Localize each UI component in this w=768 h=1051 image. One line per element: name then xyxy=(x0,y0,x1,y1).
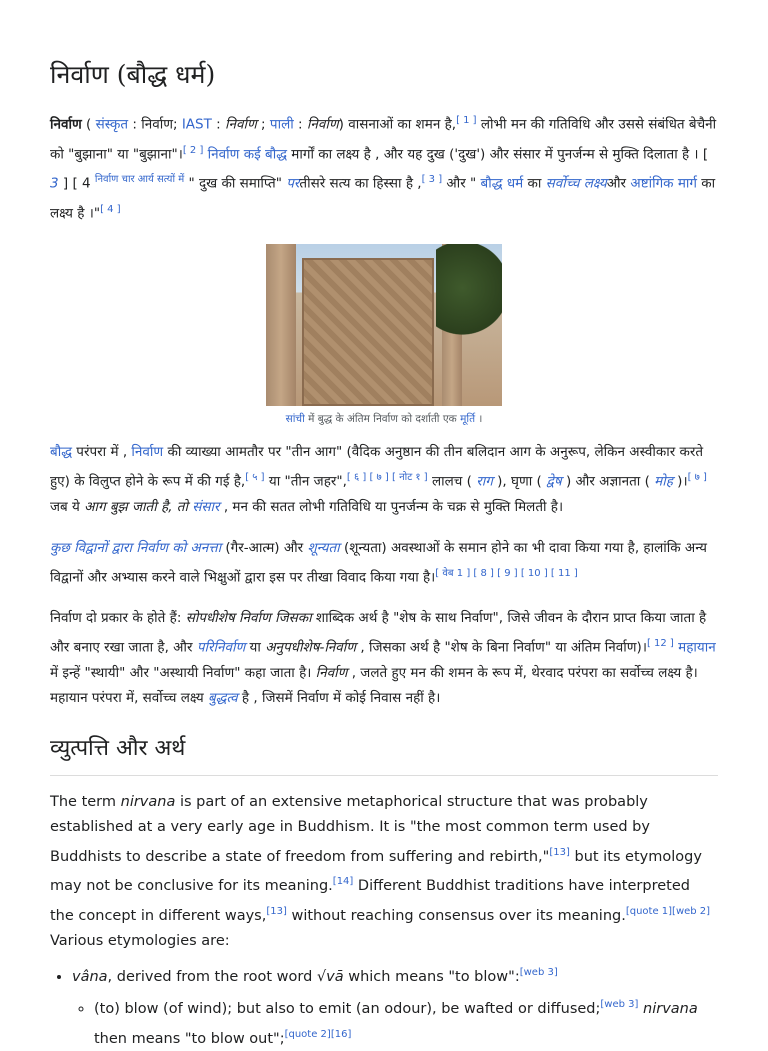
citation[interactable]: [ 4 ] xyxy=(100,203,121,215)
citation[interactable]: [13] xyxy=(266,906,287,918)
citation[interactable]: [quote 2][16] xyxy=(284,1028,352,1040)
citation[interactable]: [quote 1][web 2] xyxy=(625,906,711,918)
link-sanchi[interactable]: सांची xyxy=(285,413,305,425)
link-moh[interactable]: मोह xyxy=(654,473,673,490)
text: की व्याख्या आमतौर पर "तीन आग" (वैदिक अनुष्ठान की तीन बलिदान आग के अनुरूप, लेकिन अस्वीकार करते हुए) के विलुप्त होने के रूप में की गई है, xyxy=(50,444,704,490)
text: का लक्ष्य है ।" xyxy=(50,175,716,221)
list-item xyxy=(94,992,718,1051)
text: अनुपधीशेष-निर्वाण xyxy=(265,639,357,656)
list-item xyxy=(72,960,718,1051)
text: (गैर-आत्म) और xyxy=(221,539,308,556)
citation[interactable]: [ ७ ] xyxy=(687,472,707,483)
text: which means "to blow": xyxy=(343,968,520,985)
text: " दुख की समाप्ति" xyxy=(184,175,287,192)
link-nirvana-paths[interactable]: निर्वाण कई बौद्ध xyxy=(207,146,287,162)
link-baudh[interactable]: बौद्ध xyxy=(50,444,72,460)
text: का xyxy=(523,175,546,192)
text: निर्वाण xyxy=(225,116,257,133)
text: but its etymology may not be conclusive for its meaning. xyxy=(50,848,702,895)
text: : निर्वाण; xyxy=(128,116,182,133)
text: तीसरे सत्य का हिस्सा है , xyxy=(299,175,422,192)
citation[interactable]: [ 12 ] xyxy=(646,638,674,649)
text: निर्वाण दो प्रकार के होते हैं: xyxy=(50,610,186,626)
text: is part of an extensive metaphorical structure that was probably established at a very early age in Buddhism. It is "the most common term used by Buddhists to describe a state of freedom from suffering and rebirth," xyxy=(50,793,650,865)
link-mahayana[interactable]: महायान xyxy=(678,639,716,656)
text: ), घृणा ( xyxy=(492,473,547,490)
text: The term xyxy=(50,793,121,810)
text: )। xyxy=(672,473,688,490)
text: निर्वाण xyxy=(306,116,339,133)
text: without reaching consensus over its meaning. xyxy=(286,907,626,924)
text: ) वासनाओं का शमन है, xyxy=(338,116,457,133)
paragraph-three-fires xyxy=(50,440,718,520)
text: nirvana xyxy=(638,1000,698,1017)
text: √vā xyxy=(316,968,344,985)
link-murti[interactable]: मूर्ति xyxy=(460,413,476,425)
citation[interactable]: [web 3] xyxy=(600,998,639,1010)
text: vâna xyxy=(72,968,108,985)
citation[interactable]: [ 1 ] xyxy=(456,115,477,126)
citation[interactable]: निर्वाण चार आर्य सत्यों में xyxy=(94,174,185,185)
citation[interactable]: [ वेब 1 ] [ 8 ] [ 9 ] [ 10 ] [ 11 ] xyxy=(435,567,578,579)
text: then means "to blow out"; xyxy=(94,1030,285,1047)
text: , मन की सतत लोभी गतिविधि या पुनर्जन्म के चक्र से मुक्ति मिलती है। xyxy=(219,498,564,515)
text: लालच ( xyxy=(427,473,477,490)
paragraph-two-types xyxy=(50,606,718,711)
text: शाब्दिक अर्थ है "शेष के साथ निर्वाण", जिसे जीवन के दौरान प्राप्त किया जाता है और बनाए रखा जाता है, और xyxy=(50,610,707,656)
figure-caption xyxy=(50,412,718,426)
citation[interactable]: [13] xyxy=(549,846,570,858)
link-sanskrit[interactable]: संस्कृत xyxy=(95,116,129,133)
citation[interactable]: [ 2 ] xyxy=(182,144,204,156)
text: या xyxy=(245,639,266,656)
link-par[interactable]: पर xyxy=(286,175,300,192)
text: और xyxy=(606,175,631,192)
link-sansar[interactable]: संसार xyxy=(192,498,220,515)
link-anatta[interactable]: कुछ विद्वानों द्वारा निर्वाण को अनत्ता xyxy=(50,539,222,556)
text: (to) blow (of wind); but also to emit (an odour), be wafted or diffused; xyxy=(94,1000,601,1017)
citation[interactable]: [ ६ ] [ ७ ] [ नोट १ ] xyxy=(346,472,428,483)
text: , जिसका अर्थ है "शेष के बिना निर्वाण" या अंतिम निर्वाण)। xyxy=(356,639,647,656)
text: जब ये xyxy=(50,498,85,515)
citation[interactable]: [ 3 ] xyxy=(421,174,443,185)
link-nirvana[interactable]: निर्वाण xyxy=(131,444,164,460)
link-shunyata[interactable]: शून्यता xyxy=(307,539,340,556)
paragraph-anatta xyxy=(50,536,718,591)
text: , derived from the root word xyxy=(107,968,317,985)
page-title: निर्वाण (बौद्ध धर्म) xyxy=(50,60,216,89)
link-eightfold-path[interactable]: अष्टांगिक मार्ग xyxy=(630,175,697,192)
text: सोपधीशेष निर्वाण जिसका xyxy=(185,610,312,626)
citation[interactable]: [ ५ ] xyxy=(245,472,265,483)
text: और " xyxy=(442,175,481,192)
etymology-list xyxy=(50,960,718,1051)
text: निर्वाण xyxy=(315,664,348,681)
text: में इन्हें "स्थायी" और "अस्थायी निर्वाण" कहा जाता है। xyxy=(50,664,316,681)
citation[interactable]: [14] xyxy=(332,876,354,888)
text: Different Buddhist traditions have interpreted the concept in different ways, xyxy=(50,878,690,924)
figure xyxy=(50,244,718,426)
text: या "तीन जहर", xyxy=(264,473,347,490)
link-dvesh[interactable]: द्वेष xyxy=(546,473,562,490)
text: है , जिसमें निर्वाण में कोई निवास नहीं है। xyxy=(237,689,441,706)
intro-paragraph xyxy=(50,108,718,226)
paragraph-etymology xyxy=(50,790,718,954)
text: ] [ 4 xyxy=(58,175,95,192)
text: , जलते हुए मन की शमन के रूप में, थेरवाद परंपरा का सर्वोच्च लक्ष्य है। महायान परंपरा में, सर्वोच्च लक्ष्य xyxy=(50,664,698,706)
text: ( xyxy=(81,116,96,133)
citation-link[interactable]: 3 xyxy=(50,175,59,192)
citation[interactable]: [web 3] xyxy=(519,966,558,978)
term-bold: निर्वाण xyxy=(50,116,82,133)
text: में बुद्ध के अंतिम निर्वाण को दर्शाती एक xyxy=(304,413,461,425)
text: लोभी मन की गतिविधि और उससे संबंधित बेचैनी को "बुझाना" या "बुझाना"। xyxy=(50,116,717,162)
text: परंपरा में , xyxy=(72,444,132,460)
text: मार्गों का लक्ष्य है , और यह दुख ('दुख') और संसार में पुनर्जन्म से मुक्ति दिलाता है । [ xyxy=(286,146,709,162)
link-pali[interactable]: पाली xyxy=(269,116,294,133)
link-supreme-goal[interactable]: सर्वोच्च लक्ष्य xyxy=(545,175,607,192)
link-parinirvana[interactable]: परिनिर्वाण xyxy=(196,639,246,656)
link-buddhatva[interactable]: बुद्धत्व xyxy=(208,689,238,706)
text: : xyxy=(293,116,307,133)
text: Various etymologies are: xyxy=(50,932,230,949)
text: । xyxy=(475,413,483,425)
sub-list xyxy=(72,992,718,1051)
text: ) और अज्ञानता ( xyxy=(561,473,655,490)
link-raag[interactable]: राग xyxy=(476,473,493,490)
link-buddhism[interactable]: बौद्ध धर्म xyxy=(480,175,524,192)
text: (शून्यता) अवस्थाओं के समान होने का भी दावा किया गया है, हालांकि अन्य विद्वानों और अभ्यास करने वाले भिक्षुओं द्वारा इस पर तीखा विवाद किया गया है। xyxy=(50,539,708,585)
link-iast[interactable]: IAST xyxy=(181,116,212,133)
text: : xyxy=(211,116,225,133)
text: आग बुझ जाती है, तो xyxy=(84,498,193,515)
sanchi-sculpture-image[interactable] xyxy=(266,244,502,406)
text: ; xyxy=(256,116,270,133)
section-heading-etymology: व्युत्पत्ति और अर्थ xyxy=(50,735,718,776)
text: nirvana xyxy=(120,793,176,810)
